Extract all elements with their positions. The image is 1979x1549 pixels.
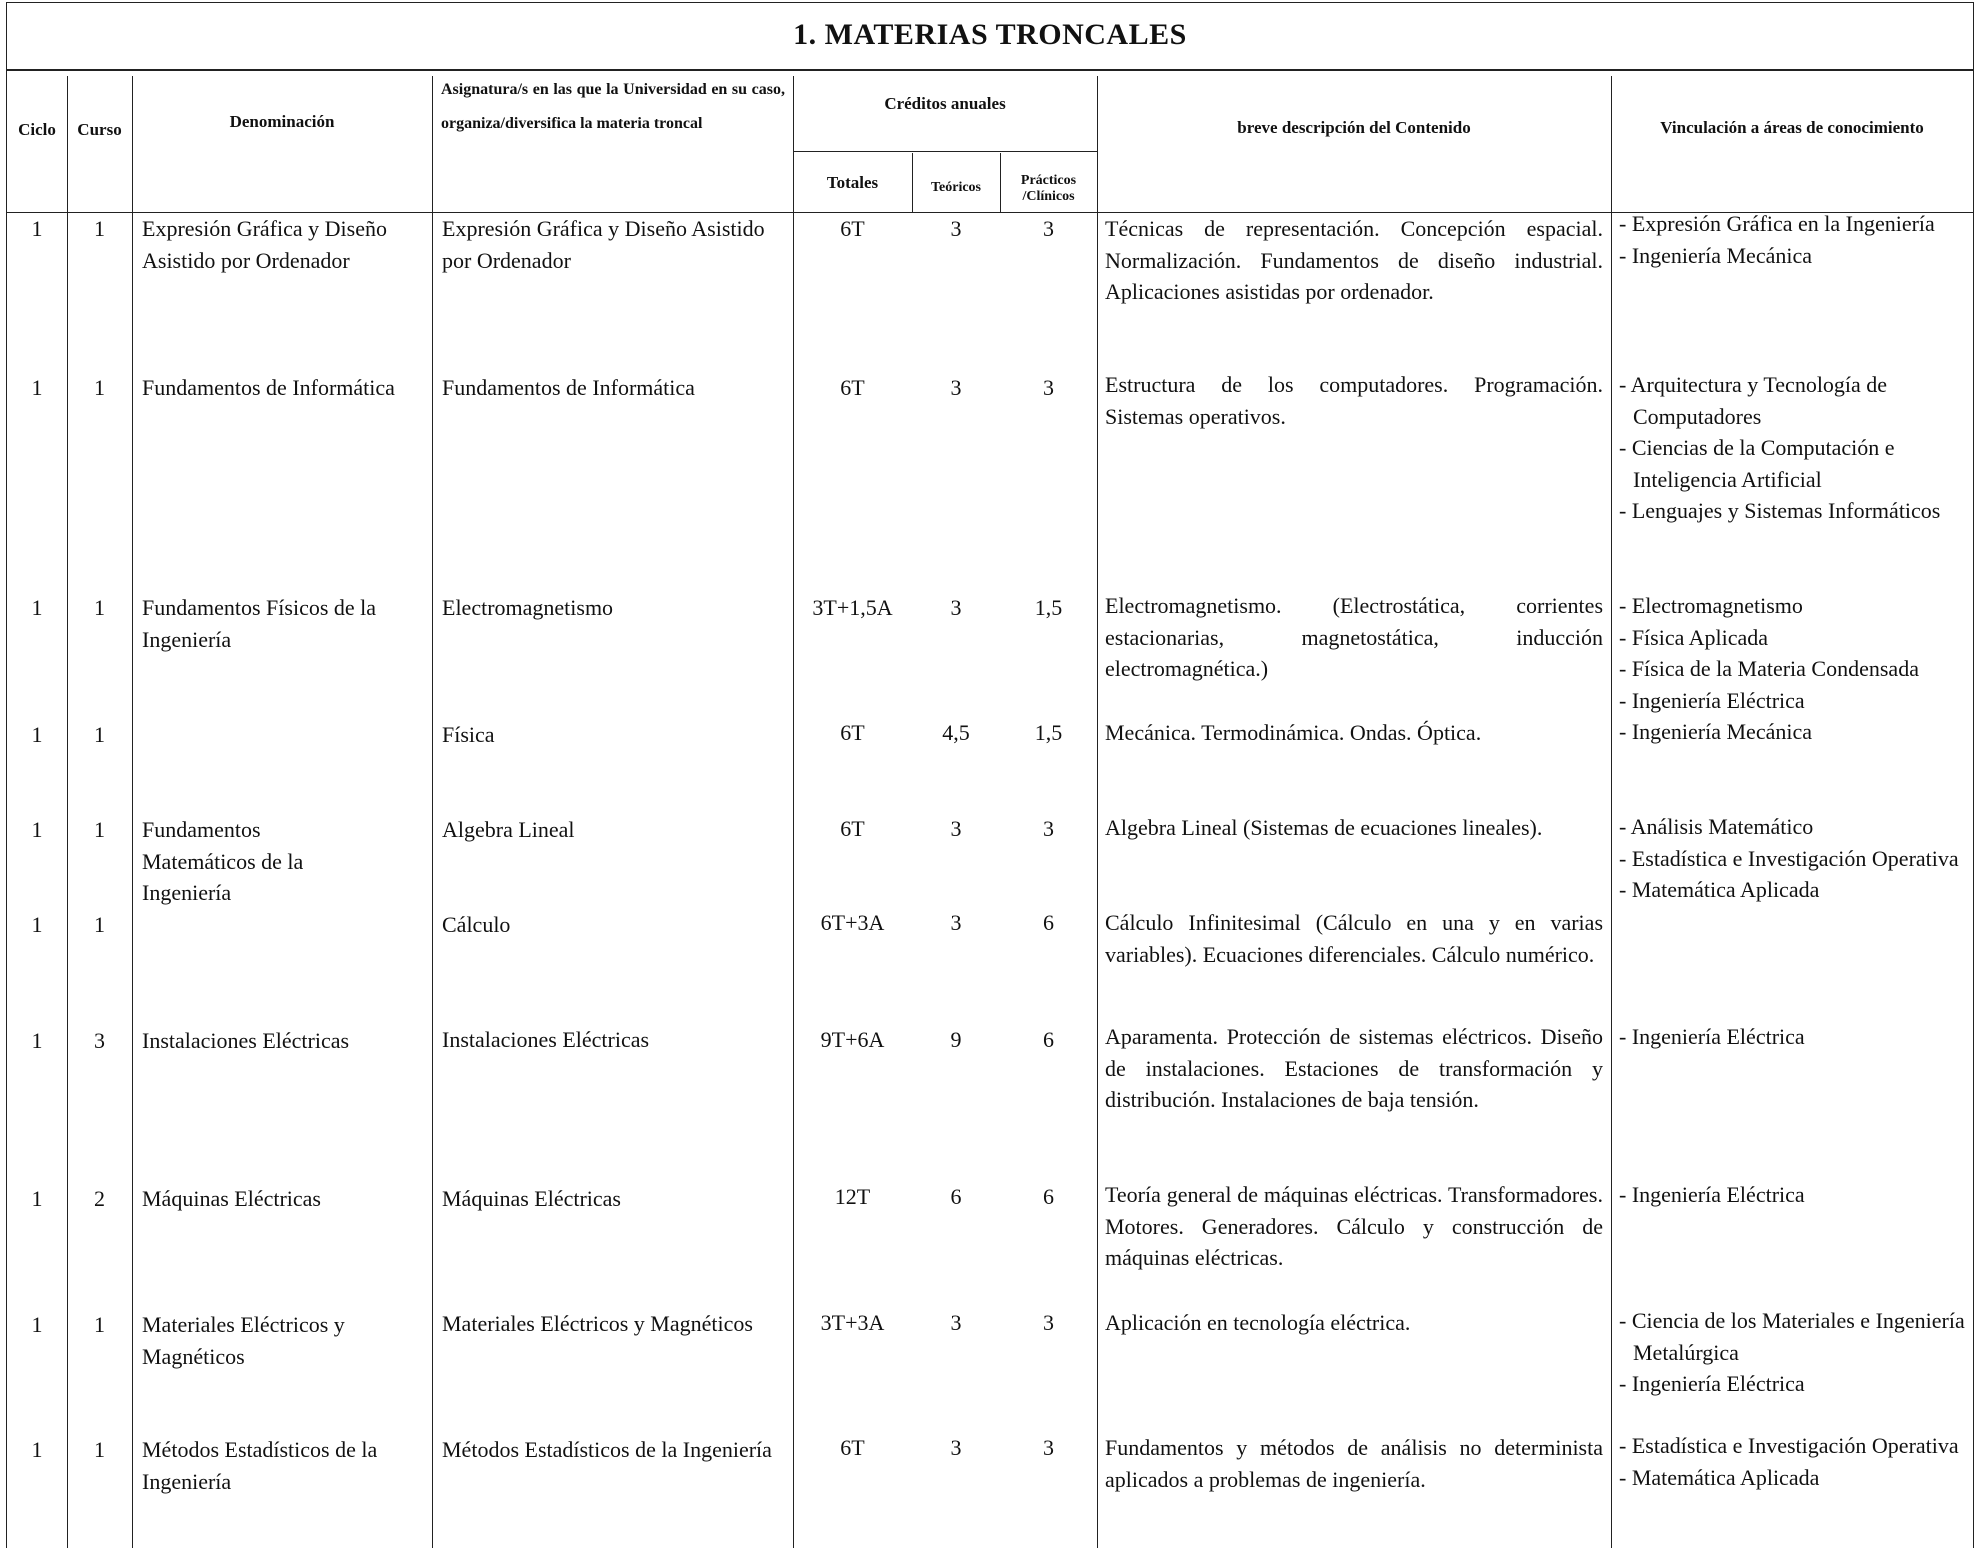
row10-ciclo: 1 xyxy=(31,1437,43,1462)
row7-practicos: 6 xyxy=(1043,1027,1054,1052)
header-ciclo: Ciclo xyxy=(18,120,56,139)
column-rule xyxy=(1611,76,1612,1548)
row10-teoricos: 3 xyxy=(950,1435,962,1460)
row7-curso: 3 xyxy=(94,1028,105,1053)
area-item: - Ciencia de los Materiales e Ingeniería Metalúrgica xyxy=(1619,1308,1965,1365)
row7-teoricos: 9 xyxy=(950,1027,962,1052)
row1-curso: 1 xyxy=(94,216,105,241)
column-rule xyxy=(132,76,133,1548)
row8-curso: 2 xyxy=(94,1186,105,1211)
row4-asignatura: Física xyxy=(442,722,495,747)
row3-areas xyxy=(1619,590,1969,748)
row9-practicos: 3 xyxy=(1043,1310,1054,1335)
area-item: - Análisis Matemático xyxy=(1619,814,1814,839)
row2-asignatura: Fundamentos de Informática xyxy=(442,375,695,400)
row10-areas xyxy=(1619,1430,1969,1493)
row6-curso: 1 xyxy=(94,912,105,937)
row9-curso: 1 xyxy=(94,1312,105,1337)
row5-practicos: 3 xyxy=(1043,816,1054,841)
area-item: - Ingeniería Eléctrica xyxy=(1619,1182,1805,1207)
area-item: - Física de la Materia Condensada xyxy=(1619,656,1919,681)
header-asignaturas: Asignatura/s en las que la Universidad en su caso, organiza/diversifica la materia troncal xyxy=(441,81,785,132)
column-rule xyxy=(1097,76,1098,1548)
row9-ciclo: 1 xyxy=(31,1312,43,1337)
row3-totales: 3T+1,5A xyxy=(812,595,893,620)
row8-areas xyxy=(1619,1179,1969,1211)
row2-descripcion: Estructura de los computadores. Programación. Sistemas operativos. xyxy=(1105,372,1603,429)
header-denominacion: Denominación xyxy=(229,112,335,131)
row3-denominacion: Fundamentos Físicos de la Ingeniería xyxy=(142,595,377,652)
row4-descripcion: Mecánica. Termodinámica. Ondas. Óptica. xyxy=(1105,720,1482,745)
row4-practicos: 1,5 xyxy=(1034,720,1063,745)
header-curso: Curso xyxy=(77,120,122,139)
row7-ciclo: 1 xyxy=(31,1028,43,1053)
row9-teoricos: 3 xyxy=(950,1310,962,1335)
row6-asignatura: Cálculo xyxy=(442,912,511,937)
title-bar xyxy=(7,3,1973,71)
row5-teoricos: 3 xyxy=(950,816,962,841)
area-item: - Estadística e Investigación Operativa xyxy=(1619,1433,1959,1458)
area-item: - Arquitectura y Tecnología de Computadores xyxy=(1619,372,1888,429)
row7-asignatura: Instalaciones Eléctricas xyxy=(442,1027,650,1052)
header-rule xyxy=(793,151,1097,152)
row2-ciclo: 1 xyxy=(31,375,43,400)
row4-totales: 6T xyxy=(840,720,865,745)
page-title: 1. MATERIAS TRONCALES xyxy=(793,18,1187,51)
row8-descripcion: Teoría general de máquinas eléctricas. Transformadores. Motores. Generadores. Cálculo y construcción de máquinas eléctricas. xyxy=(1105,1182,1603,1270)
row2-practicos: 3 xyxy=(1043,375,1054,400)
row10-denominacion: Métodos Estadísticos de la Ingeniería xyxy=(142,1437,378,1494)
row4-teoricos: 4,5 xyxy=(942,720,970,745)
row5-ciclo: 1 xyxy=(31,817,43,842)
row3-curso: 1 xyxy=(94,595,105,620)
row2-denominacion: Fundamentos de Informática xyxy=(142,375,395,400)
row6-teoricos: 3 xyxy=(950,910,962,935)
row2-curso: 1 xyxy=(94,375,105,400)
row10-descripcion: Fundamentos y métodos de análisis no determinista aplicados a problemas de ingeniería. xyxy=(1105,1435,1603,1492)
row10-totales: 6T xyxy=(840,1435,865,1460)
area-item: - Expresión Gráfica en la Ingeniería xyxy=(1619,211,1935,236)
area-item: - Física Aplicada xyxy=(1619,624,1769,650)
row4-ciclo: 1 xyxy=(31,722,43,747)
column-rule xyxy=(432,76,433,1548)
row1-descripcion: Técnicas de representación. Concepción espacial. Normalización. Fundamentos de diseño industrial. Aplicaciones asistidas por ordenador. xyxy=(1105,216,1603,304)
area-item: - Estadística e Investigación Operativa xyxy=(1619,845,1959,871)
row9-descripcion: Aplicación en tecnología eléctrica. xyxy=(1105,1310,1411,1335)
row8-totales: 12T xyxy=(834,1184,871,1209)
header-vinculacion: Vinculación a áreas de conocimiento xyxy=(1660,118,1924,137)
row1-teoricos: 3 xyxy=(950,216,962,241)
row2-totales: 6T xyxy=(840,375,865,400)
row5-denominacion: Fundamentos Matemáticos de la Ingeniería xyxy=(142,817,304,905)
row6-ciclo: 1 xyxy=(31,912,43,937)
row7-areas xyxy=(1619,1021,1969,1053)
area-item: - Ingeniería Eléctrica xyxy=(1619,1371,1805,1396)
header-teoricos: Teóricos xyxy=(930,180,982,195)
row1-ciclo: 1 xyxy=(31,216,43,241)
row1-practicos: 3 xyxy=(1043,216,1054,241)
area-item: - Matemática Aplicada xyxy=(1619,1464,1820,1490)
row3-practicos: 1,5 xyxy=(1034,595,1063,620)
row8-ciclo: 1 xyxy=(31,1186,43,1211)
area-item: - Ciencias de la Computación e Inteligencia Artificial xyxy=(1619,435,1895,492)
row3-descripcion: Electromagnetismo. (Electrostática, corrientes estacionarias, magnetostática, inducción electromagnética.) xyxy=(1105,593,1603,681)
row9-areas xyxy=(1619,1305,1969,1400)
area-item: - Ingeniería Eléctrica xyxy=(1619,687,1805,713)
row2-areas xyxy=(1619,369,1969,527)
row5-curso: 1 xyxy=(94,817,105,842)
row5-descripcion: Algebra Lineal (Sistemas de ecuaciones lineales). xyxy=(1105,815,1543,840)
row5-totales: 6T xyxy=(840,816,865,841)
header-practicos: Prácticos /Clínicos xyxy=(1020,173,1077,204)
row2-teoricos: 3 xyxy=(950,375,962,400)
header-totales: Totales xyxy=(826,173,879,192)
row8-practicos: 6 xyxy=(1043,1184,1054,1209)
document-sheet xyxy=(6,2,1974,1548)
row9-asignatura: Materiales Eléctricos y Magnéticos xyxy=(442,1311,753,1336)
row7-descripcion: Aparamenta. Protección de sistemas eléctricos. Diseño de instalaciones. Estaciones de transformación y distribución. Instalaciones de baja tensión. xyxy=(1105,1024,1603,1112)
area-item: - Electromagnetismo xyxy=(1619,593,1803,618)
row1-totales: 6T xyxy=(840,216,865,241)
row10-curso: 1 xyxy=(94,1437,105,1462)
header-creditos: Créditos anuales xyxy=(884,94,1006,113)
area-item: - Lenguajes y Sistemas Informáticos xyxy=(1619,498,1941,523)
row10-practicos: 3 xyxy=(1043,1435,1054,1460)
row8-denominacion: Máquinas Eléctricas xyxy=(142,1186,321,1211)
row4-curso: 1 xyxy=(94,722,105,747)
row3-ciclo: 1 xyxy=(31,595,43,620)
row1-areas xyxy=(1619,208,1969,271)
area-item: - Ingeniería Eléctrica xyxy=(1619,1024,1805,1049)
row1-asignatura: Expresión Gráfica y Diseño Asistido por Ordenador xyxy=(442,216,765,273)
row8-asignatura: Máquinas Eléctricas xyxy=(442,1186,621,1211)
row6-descripcion: Cálculo Infinitesimal (Cálculo en una y en varias variables). Ecuaciones diferenciales. Cálculo numérico. xyxy=(1105,910,1603,967)
row5-areas xyxy=(1619,811,1969,906)
row1-denominacion: Expresión Gráfica y Diseño Asistido por Ordenador xyxy=(142,216,387,273)
row5-asignatura: Algebra Lineal xyxy=(442,817,575,842)
header-descripcion: breve descripción del Contenido xyxy=(1237,118,1471,137)
row7-totales: 9T+6A xyxy=(820,1027,885,1052)
row3-teoricos: 3 xyxy=(950,595,962,620)
row9-denominacion: Materiales Eléctricos y Magnéticos xyxy=(142,1312,345,1369)
row10-asignatura: Métodos Estadísticos de la Ingeniería xyxy=(442,1437,772,1462)
area-item: - Matemática Aplicada xyxy=(1619,877,1820,902)
row3-asignatura: Electromagnetismo xyxy=(442,595,614,620)
row7-denominacion: Instalaciones Eléctricas xyxy=(142,1028,350,1053)
area-item: - Ingeniería Mecánica xyxy=(1619,242,1812,268)
row6-practicos: 6 xyxy=(1043,910,1054,935)
area-item: - Ingeniería Mecánica xyxy=(1619,719,1812,744)
row8-teoricos: 6 xyxy=(950,1184,962,1209)
row6-totales: 6T+3A xyxy=(820,910,885,935)
row9-totales: 3T+3A xyxy=(820,1310,885,1335)
